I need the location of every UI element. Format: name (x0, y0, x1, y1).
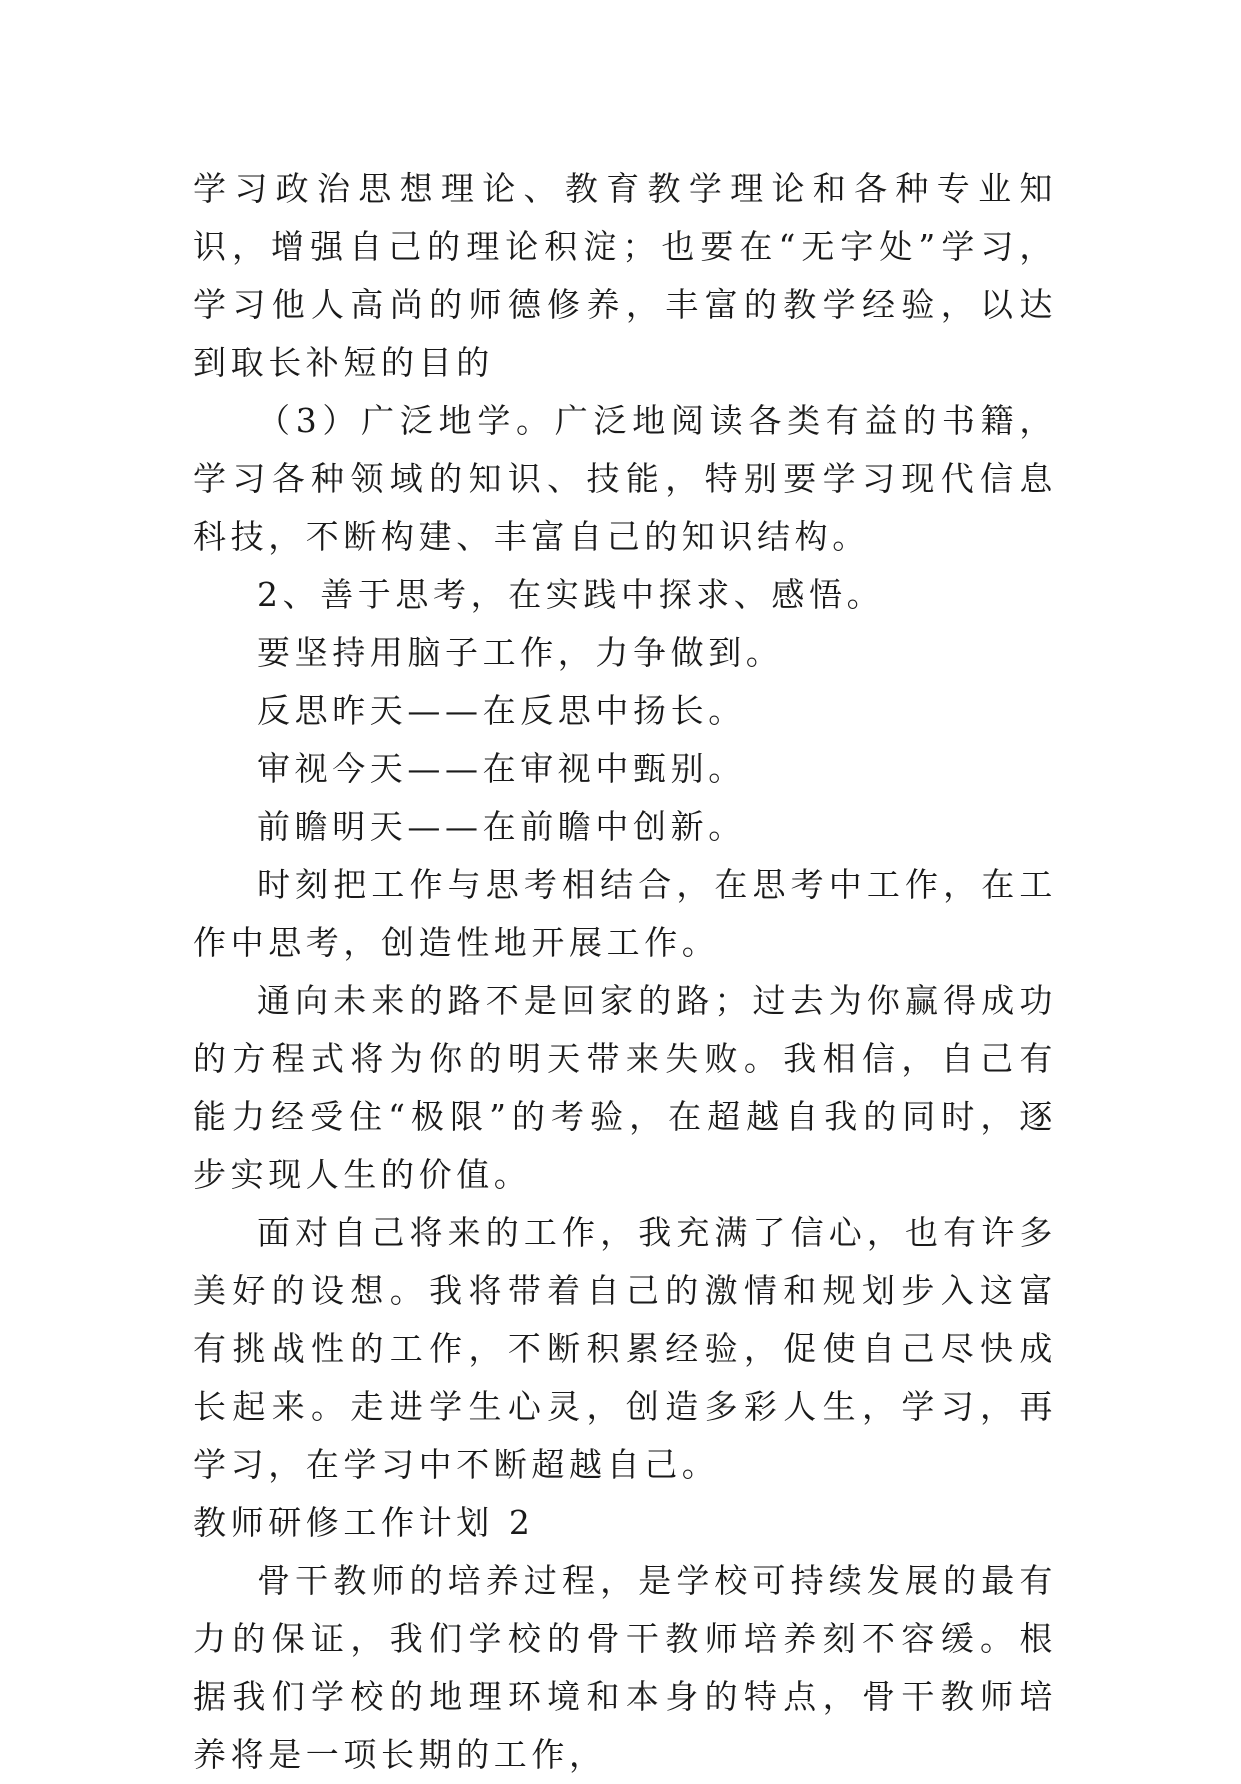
paragraph-confidence: 面对自己将来的工作，我充满了信心，也有许多美好的设想。我将带着自己的激情和规划步入这富有挑战性的工作，不断积累经验，促使自己尽快成长起来。走进学生心灵，创造多彩人生，学习，再学习，在学习中不断超越自己。 (193, 1213, 1057, 1484)
paragraph-yesterday: 反思昨天——在反思中扬长。 (257, 691, 746, 730)
paragraph-broad-learning: （3）广泛地学。广泛地阅读各类有益的书籍，学习各种领域的知识、技能，特别要学习现代信息科技，不断构建、丰富自己的知识结构。 (193, 401, 1057, 556)
section-heading: 教师研修工作计划 2 (193, 1503, 535, 1542)
paragraph-tomorrow: 前瞻明天——在前瞻中创新。 (257, 807, 746, 846)
paragraph-backbone-teachers: 骨干教师的培养过程，是学校可持续发展的最有力的保证，我们学校的骨干教师培养刻不容缓。根据我们学校的地理环境和本身的特点，骨干教师培养将是一项长期的工作， (193, 1561, 1057, 1774)
paragraph-think: 2、善于思考，在实践中探求、感悟。 (257, 575, 885, 614)
paragraph-today: 审视今天——在审视中甄别。 (257, 749, 746, 788)
paragraph-use-brain: 要坚持用脑子工作，力争做到。 (257, 633, 784, 672)
paragraph-continuation: 学习政治思想理论、教育教学理论和各种专业知识，增强自己的理论积淀；也要在“无字处”学习，学习他人高尚的师德修养，丰富的教学经验，以达到取长补短的目的 (193, 169, 1057, 382)
paragraph-work-and-think: 时刻把工作与思考相结合，在思考中工作，在工作中思考，创造性地开展工作。 (193, 865, 1057, 962)
paragraph-future-road: 通向未来的路不是回家的路；过去为你赢得成功的方程式将为你的明天带来失败。我相信，自己有能力经受住“极限”的考验，在超越自我的同时，逐步实现人生的价值。 (193, 981, 1057, 1194)
document-body (193, 160, 1057, 1784)
